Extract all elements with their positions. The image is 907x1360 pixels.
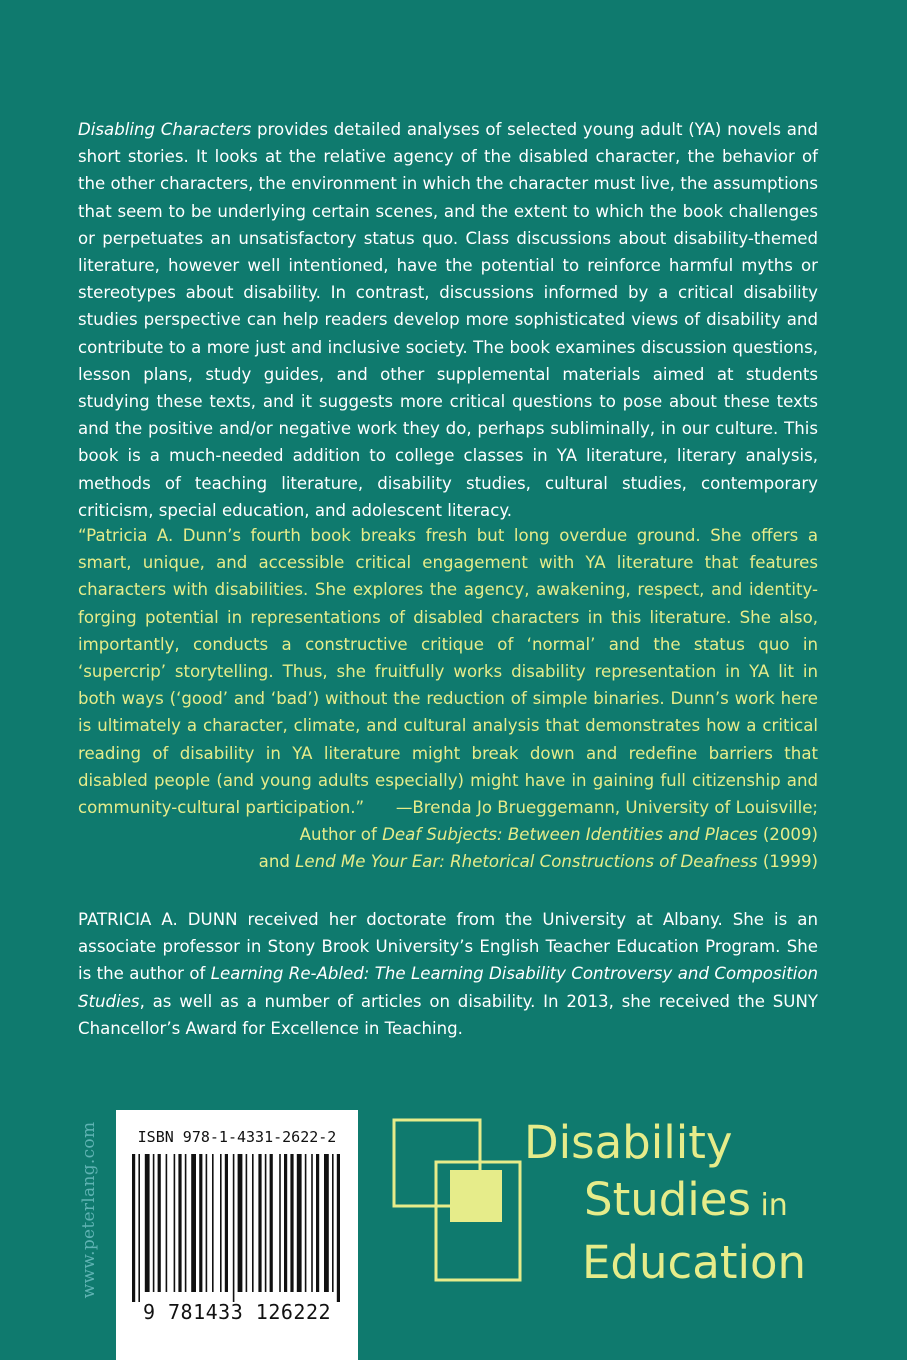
barcode-bar <box>145 1154 150 1292</box>
attribution-line-2: Author of Deaf Subjects: Between Identities and Places (2009) <box>299 825 818 845</box>
barcode-bar <box>238 1154 243 1292</box>
isbn-digits: 9 781433 126222 <box>142 1300 332 1324</box>
barcode-box <box>116 1110 358 1360</box>
barcode-bar <box>311 1154 313 1292</box>
barcode-bar <box>332 1154 334 1292</box>
book-title: Disabling Characters <box>78 120 252 139</box>
series-logo <box>392 1118 522 1282</box>
barcode-bar <box>252 1154 254 1292</box>
barcode-bar <box>153 1154 155 1292</box>
barcode-bar <box>284 1154 287 1292</box>
attribution-line-1: —Brenda Jo Brueggemann, University of Louisville; <box>395 798 818 817</box>
barcode-bar <box>279 1154 281 1292</box>
attribution-book-1: Deaf Subjects: Between Identities and Places <box>382 825 758 845</box>
barcode-bar <box>158 1154 161 1292</box>
barcode-bar <box>185 1154 187 1292</box>
barcode-bar <box>258 1154 261 1292</box>
series-title <box>524 1114 806 1291</box>
barcode-bar <box>191 1154 196 1292</box>
barcode-bar <box>206 1154 208 1292</box>
bio-book-title: Learning Re-Abled: The Learning Disability Controversy and Composition Studies <box>78 964 818 1011</box>
barcode-bar <box>199 1154 202 1292</box>
barcode-bar <box>138 1154 140 1302</box>
barcode-bar <box>337 1154 340 1302</box>
barcode-bar <box>297 1154 302 1292</box>
barcode-bar <box>174 1154 176 1292</box>
barcode-bar <box>225 1154 228 1292</box>
barcode-bar <box>246 1154 248 1292</box>
logo-square-filled <box>450 1170 502 1222</box>
series-line-2: Studies in <box>584 1173 788 1226</box>
author-bio: PATRICIA A. DUNN received her doctorate from the University at Albany. She is an associate professor in Stony Brook University’s English Teacher Education Program. She is the author of Learning Re-Abled: The Learning Disability Controversy and Composition Studies, as well as a number of articles on disability. In 2013, she received the SUNY Chancellor’s Award for Excellence in Teaching. <box>78 910 818 1038</box>
barcode-bar <box>166 1154 168 1292</box>
attribution-line-3: and Lend Me Your Ear: Rhetorical Constructions of Deafness (1999) <box>258 852 818 872</box>
barcode-bar <box>212 1154 214 1292</box>
barcode-bar <box>178 1154 181 1292</box>
barcode-bar <box>270 1154 273 1292</box>
publisher-url <box>74 1112 104 1308</box>
barcode-bar <box>233 1154 235 1302</box>
quote-attribution <box>78 794 818 876</box>
barcode-bar <box>316 1154 319 1292</box>
series-line-1: Disability <box>524 1116 733 1169</box>
barcode-bar <box>132 1154 135 1302</box>
endorsement-quote: “Patricia A. Dunn’s fourth book breaks fresh but long overdue ground. She offers a smart, unique, and accessible critical engagement with YA literature that features characters with disabilities. She explores the agency, awakening, respect, and identity-forging potential in representations of disabled characters in this literature. She also, importantly, conducts a constructive critique of ‘normal’ and the status quo in ‘supercrip’ storytelling. Thus, she fruitfully works disability representation in YA lit in both ways (‘good’ and ‘bad’) without the reduction of simple binaries. Dunn’s work here is ultimately a character, climate, and cultural analysis that demonstrates how a critical reading of disability in YA literature might break down and redefine barriers that disabled people (and young adults especially) might have in gaining full citizenship and community-cultural participation.” <box>78 526 818 818</box>
description-text: provides detailed analyses of selected young adult (YA) novels and short stories. It looks at the relative agency of the disabled character, the behavior of the other characters, the environment in which the character must live, the assumptions that seem to be underlying certain scenes, and the extent to which the book challenges or perpetuates an unsatisfactory status quo. Class discussions about disability-themed literature, however well intentioned, have the potential to reinforce harmful myths or stereotypes about disability. In contrast, discussions informed by a critical disability studies perspective can help readers develop more sophisticated views of disability and contribute to a more just and inclusive society. The book examines discussion questions, lesson plans, study guides, and other supplemental materials aimed at students studying these texts, and it suggests more critical questions to pose about these texts and the positive and/or negative work they do, perhaps subliminally, in our culture. This book is a much-needed addition to college classes in YA literature, literary analysis, methods of teaching literature, disability studies, cultural studies, contemporary criticism, special education, and adolescent literacy. <box>78 120 818 520</box>
barcode-bars <box>132 1154 342 1302</box>
description-paragraph <box>78 116 818 524</box>
series-line-3: Education <box>582 1236 807 1289</box>
barcode-bar <box>305 1154 307 1292</box>
attribution-book-2: Lend Me Your Ear: Rhetorical Constructions of Deafness <box>295 852 758 872</box>
publisher-url-text: www.peterlang.com <box>79 1121 99 1299</box>
barcode-bar <box>290 1154 293 1292</box>
barcode-bar <box>265 1154 267 1292</box>
barcode-bar <box>324 1154 329 1292</box>
isbn-label: ISBN 978-1-4331-2622-2 <box>137 1128 337 1146</box>
barcode-bar <box>220 1154 222 1292</box>
